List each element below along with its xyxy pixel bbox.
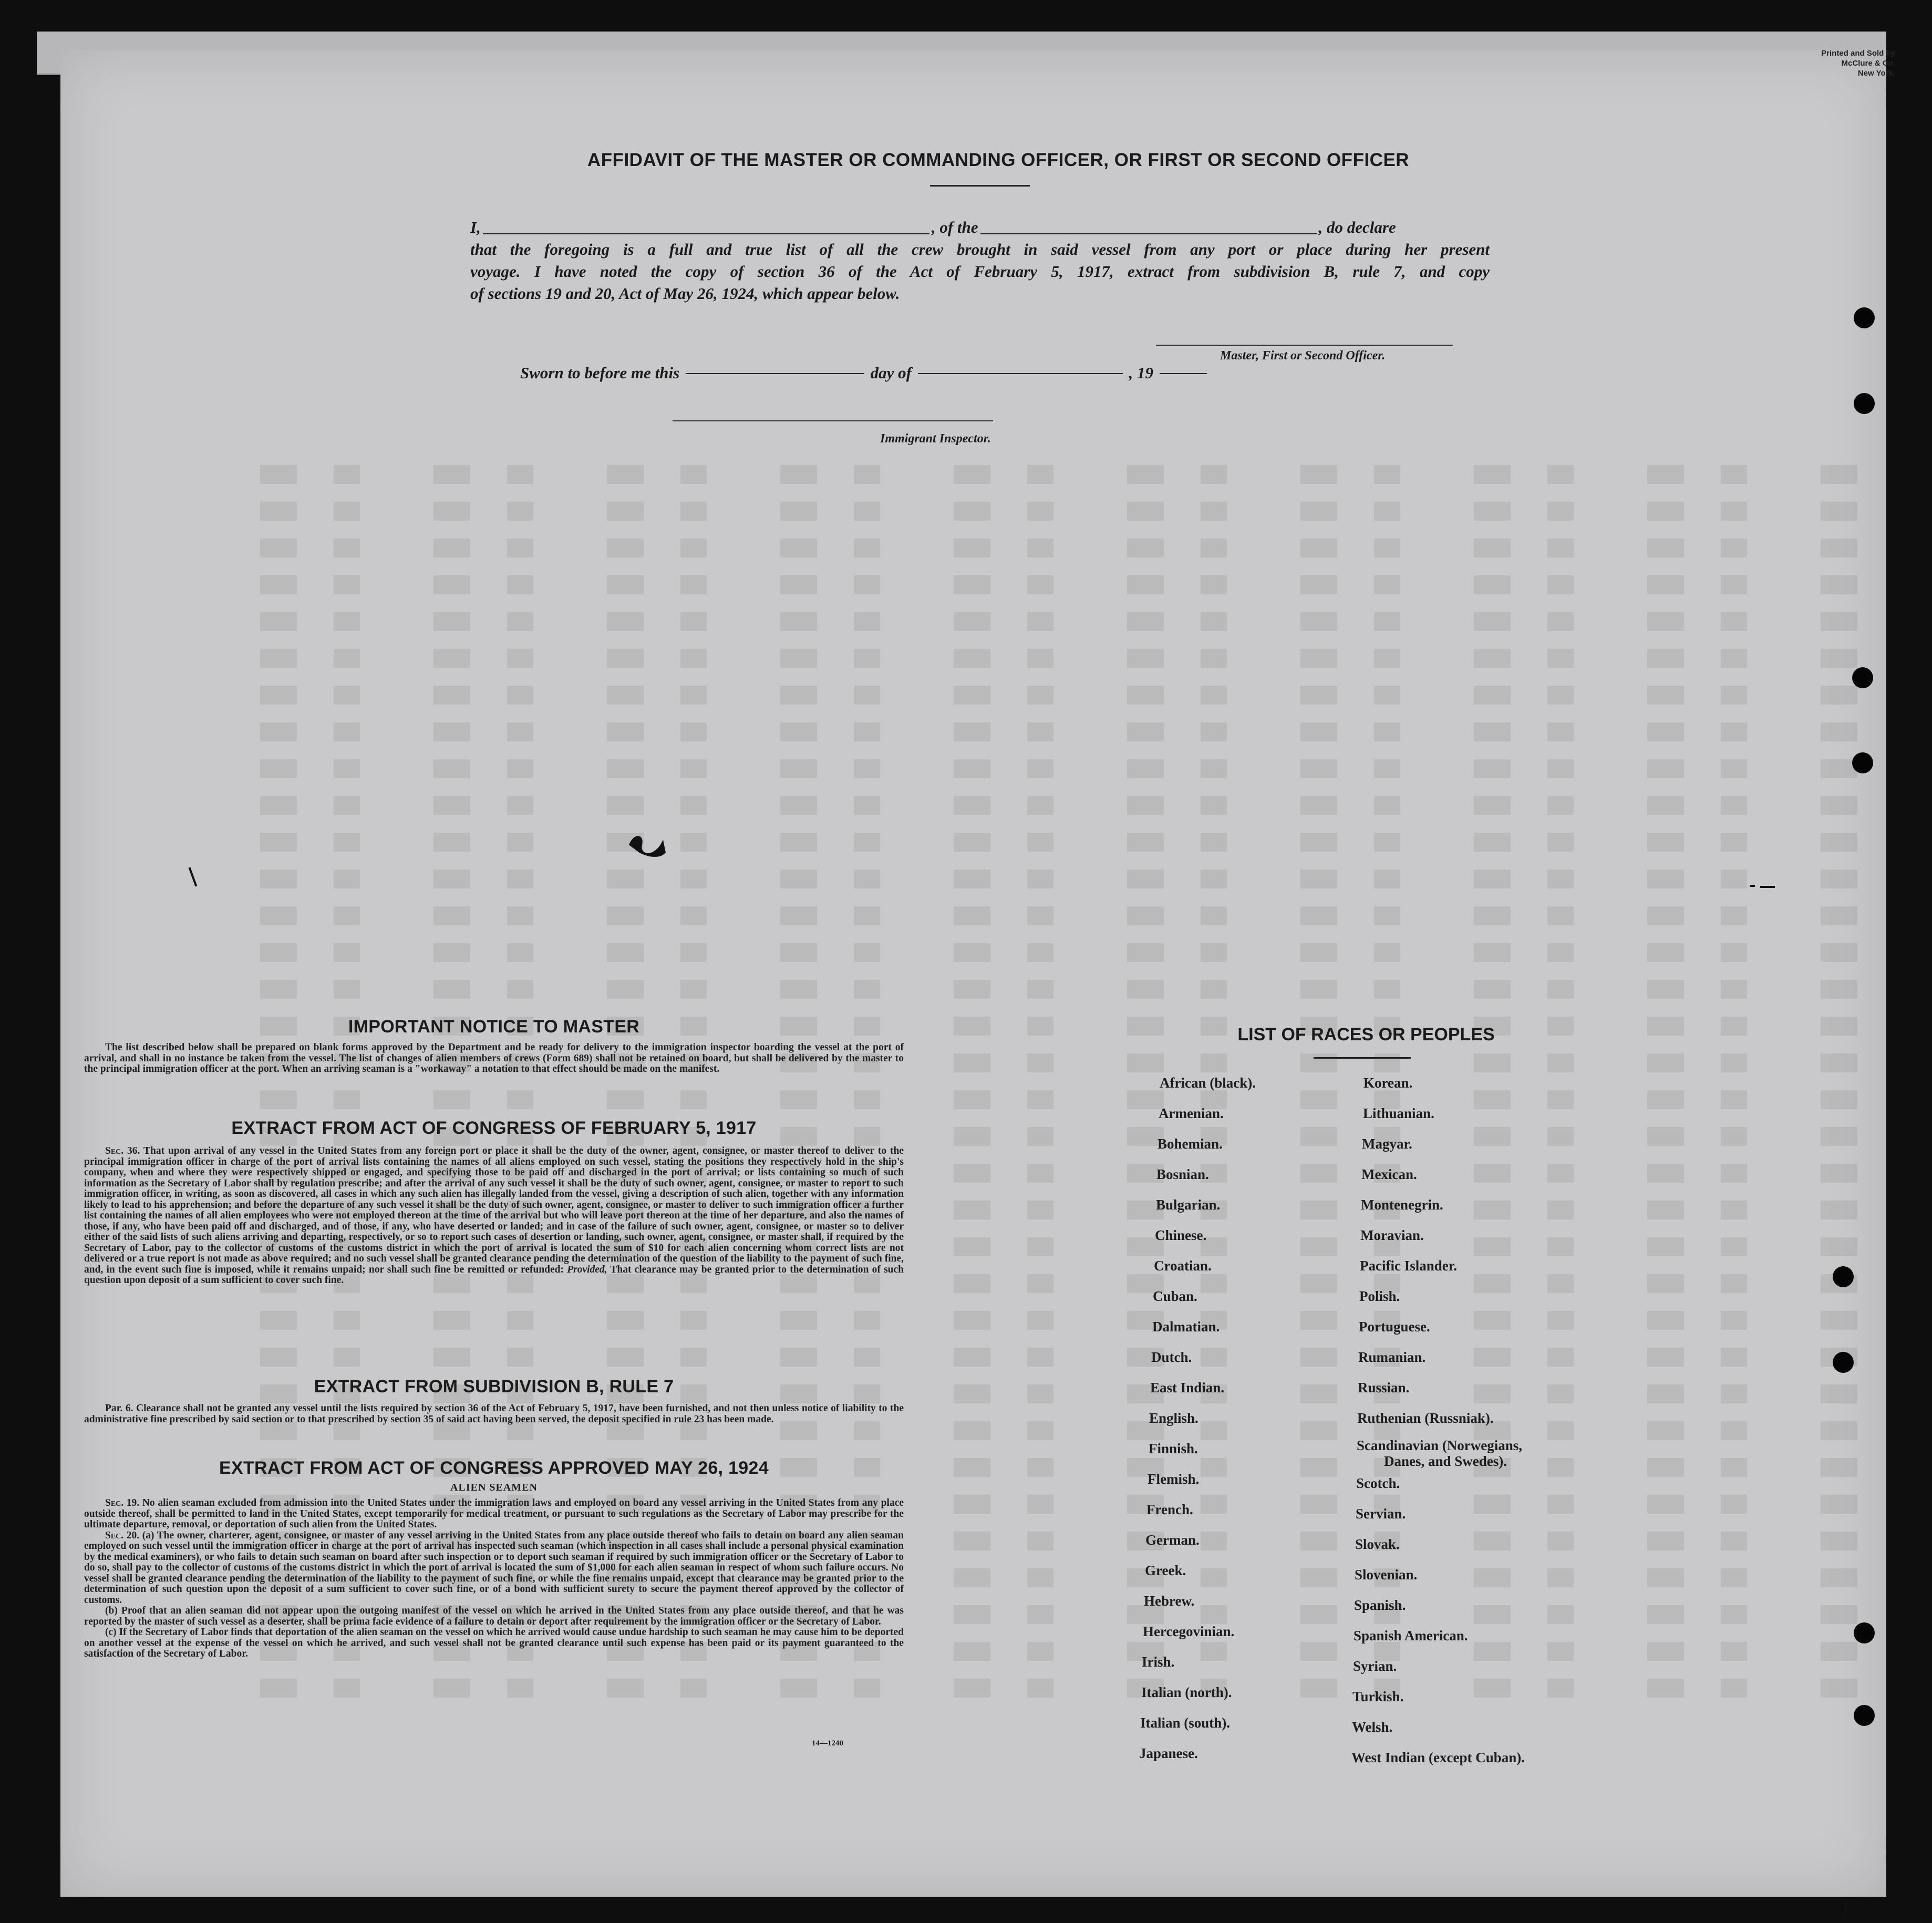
binder-hole [1854, 1705, 1875, 1726]
sec-19-label: Sec. 19. [105, 1497, 140, 1508]
race-item: Croatian. [1154, 1258, 1212, 1274]
sec-20-label: Sec. 20. [105, 1529, 140, 1541]
race-item: Welsh. [1352, 1719, 1393, 1735]
race-item: Italian (north). [1141, 1684, 1232, 1700]
binder-hole [1854, 393, 1875, 414]
extract-rule7-text: Par. 6. Clearance shall not be granted any vessel until the lists required by section 36 of the Act of February 5, 1917, have been furnished, and not then unless notice of liability to the administrative fine prescribed by said section or to that prescribed by section 35 of said act having been served, the deposit specified in rule 23 has been made. [84, 1403, 904, 1425]
sec-20a-text [84, 1531, 904, 1606]
race-item: Portuguese. [1359, 1319, 1430, 1335]
sworn-month-blank[interactable] [918, 373, 1123, 374]
printer-imprint [1790, 48, 1895, 78]
extract-1917-title: EXTRACT FROM ACT OF CONGRESS OF FEBRUARY 5, 1917 [231, 1118, 757, 1138]
race-item: Rumanian. [1358, 1349, 1426, 1365]
race-item: Slovenian. [1355, 1567, 1418, 1583]
affidavit-statement [470, 216, 1490, 305]
affidavit-line-2: that the foregoing is a full and true list of all the crew brought in said vessel from any port or place during her present [470, 240, 1490, 259]
extract-1917-section [84, 1118, 904, 1286]
sworn-year-prefix: , 19 [1129, 364, 1153, 382]
important-notice-text: The list described below shall be prepared on blank forms approved by the Department and be ready for delivery to the immigration inspector boarding the vessel at the port of arrival, and shall in no instance be taken from the vessel. The list of changes of alien members of crews (Form 689) shall not be retained on board, but shall be delivered by the master to the principal immigration officer at the port. When an arriving seaman is a "workaway" a notation to that effect should be made on the manifest. [84, 1042, 904, 1074]
affidavit-line-4: of sections 19 and 20, Act of May 26, 1924, which appear below. [470, 284, 900, 303]
sworn-date-blank[interactable] [686, 373, 864, 374]
sec-36-body: That upon arrival of any vessel in the United States from any foreign port or place it shall be the duty of the owner, agent, consignee, or master thereof to deliver to the principal immigration officer in charge of the port of arrival lists containing the names of all aliens employed on such vessel, stating the positions they respectively hold in the ship's company, when and where they were respectively shipped or engaged, and specifying those to be paid off and discharged in the port of arrival; or lists containing so much of such information as the Secretary of Labor shall by regulation prescribe; and after the arrival of any such vessel it shall be the duty of such owner, agent, consignee, or master to report to such immigration officer, in writing, as soon as discovered, all cases in which any such alien has illegally landed from the vessel, giving a description of such alien, together with any information likely to lead to his apprehension; and before the departure of any such vessel it shall be the duty of such owner, agent, consignee, or master to deliver to such immigration officer a further list containing the names of all alien employees who were not employed thereon at the time of the arrival but who will leave port thereon at the time of her departure, and also the names of those, if any, who have been paid off and discharged, and of those, if any, who have deserted or landed; and in case of the failure of such owner, agent, consignee, or master so to deliver either of the said lists of such aliens arriving and departing, respectively, or so to report such cases of desertion or landing, such owner, agent, consignee, or master shall, if required by the Secretary of Labor, pay to the collector of customs of the customs district in which the port of arrival is located the sum of $10 for each alien concerning whom correct lists are not delivered or a true report is not made as above required; and no such vessel shall be granted clearance pending the determination of the question of the liability to the payment of such fine, and, in the event such fine is imposed, while it remains unpaid; nor shall such fine be remitted or refunded: [84, 1145, 904, 1275]
affidavit-do-declare: , do declare [1318, 218, 1396, 236]
race-item: Ruthenian (Russniak). [1357, 1410, 1494, 1426]
race-item: Finnish. [1149, 1441, 1198, 1456]
race-item: Hercegovinian. [1143, 1624, 1235, 1639]
race-item: Montenegrin. [1361, 1197, 1443, 1213]
extract-rule7-section [84, 1377, 904, 1425]
master-signature-line[interactable] [1156, 345, 1453, 346]
sec-20c-text: (c) If the Secretary of Labor finds that deportation of the alien seaman on the vessel on which he arrived would cause undue hardship to such seaman he may cause him to be deported on another vessel at the expense of the vessel on which he arrived, and such vessel shall not be granted clearance until such expense has been paid or its payment guaranteed to the satisfaction of the Secretary of Labor. [84, 1627, 904, 1659]
extract-1917-text [84, 1146, 904, 1286]
binder-hole [1833, 1352, 1854, 1373]
vessel-name-blank[interactable] [980, 216, 1317, 234]
race-item: Slovak. [1355, 1536, 1400, 1552]
master-name-blank[interactable] [483, 216, 929, 234]
stray-ink-mark [1760, 886, 1775, 888]
race-item: Danes, and Swedes). [1384, 1453, 1507, 1469]
race-item: Bohemian. [1158, 1136, 1223, 1152]
ink-smudge [626, 829, 668, 861]
proviso-text: That clearance may be granted prior to the determination of such question upon deposit of a sum sufficient to cover such fine. [84, 1264, 904, 1286]
sworn-year-blank[interactable] [1160, 373, 1207, 374]
binder-hole [1854, 1622, 1875, 1643]
binder-hole [1833, 1266, 1854, 1287]
race-item: African (black). [1160, 1075, 1256, 1091]
races-title-rule [1314, 1057, 1411, 1059]
race-item: Bosnian. [1156, 1166, 1209, 1182]
race-item: Spanish American. [1354, 1628, 1468, 1643]
race-item: Polish. [1359, 1288, 1400, 1304]
race-item: Servian. [1356, 1506, 1406, 1522]
sworn-day-of: day of [870, 364, 912, 382]
race-item: Mexican. [1361, 1166, 1417, 1182]
race-item: Spanish. [1354, 1597, 1406, 1613]
affidavit-line-1 [470, 216, 1490, 239]
race-item: Syrian. [1353, 1658, 1397, 1674]
race-item: Japanese. [1139, 1745, 1198, 1761]
sec-20b-text: (b) Proof that an alien seaman did not appear upon the outgoing manifest of the vessel on which he arrived in the United States from any place outside thereof, and that he was reported by the master of such vessel as a deserter, shall be prima facie evidence of a failure to detain or deport after requirement by the immigration officer or the Secretary of Labor. [84, 1605, 904, 1627]
sec-19-body: No alien seaman excluded from admission into the United States under the immigration laws and employed on board any vessel arriving in the United States from any place outside thereof, shall be permitted to land in the United States, except temporarily for medical treatment, or pursuant to such regulations as the Secretary of Labor may prescribe for the ultimate departure, removal, or deportation of such alien from the United States. [84, 1497, 904, 1530]
extract-1924-title: EXTRACT FROM ACT OF CONGRESS APPROVED MAY 26, 1924 [219, 1458, 769, 1478]
race-item: Greek. [1145, 1563, 1186, 1578]
race-item: Moravian. [1360, 1227, 1424, 1243]
race-item: Lithuanian. [1363, 1105, 1434, 1121]
race-item: Italian (south). [1140, 1715, 1231, 1731]
race-item: Russian. [1358, 1380, 1410, 1395]
race-item: English. [1149, 1410, 1199, 1426]
race-item: Bulgarian. [1156, 1197, 1221, 1213]
race-item: Dutch. [1151, 1349, 1192, 1365]
sworn-statement [520, 364, 1209, 382]
inspector-signature-line[interactable] [673, 420, 993, 421]
race-item: French. [1146, 1502, 1193, 1517]
race-item: East Indian. [1150, 1380, 1225, 1395]
race-item: Magyar. [1362, 1136, 1412, 1152]
sec-19-text [84, 1498, 904, 1531]
proviso-label: Provided, [567, 1264, 607, 1275]
race-item: German. [1145, 1532, 1200, 1548]
important-notice-title: IMPORTANT NOTICE TO MASTER [348, 1017, 640, 1037]
race-item: Irish. [1142, 1654, 1175, 1670]
form-number: 14—1240 [812, 1739, 843, 1748]
master-signature-label: Master, First or Second Officer. [1220, 349, 1386, 363]
printer-imprint-line-2: New York. [1857, 69, 1895, 78]
affidavit-i: I, [470, 218, 481, 236]
sec-20a-body: (a) The owner, charterer, agent, consignee, or master of any vessel arriving in the United States from any place outside thereof who fails to detain on board any alien seaman employed on such vessel until the immigration officer in charge at the port of arrival has inspected such seaman (which inspection in all cases shall include a personal physical examination by the medical examiners), or who fails to detain such seaman on board after such inspection or to deport such seaman if required by such immigration officer or the Secretary of Labor to do so, shall pay to the collector of customs of the customs district in which the port of arrival is located the sum of $1,000 for each alien seaman in respect of whom such failure occurs. No vessel shall be granted clearance pending the determination of the liability to the payment of such fine, or while the fine remains unpaid, except that clearance may be granted prior to the determination of such question upon the deposit of a sum sufficient to cover such fine, or of a bond with sufficient surety to secure the payment thereof approved by the collector of customs. [84, 1529, 904, 1606]
printer-imprint-line-1: Printed and Sold by McClure & Co. [1821, 49, 1895, 68]
race-item: West Indian (except Cuban). [1351, 1750, 1525, 1765]
binder-hole [1854, 307, 1875, 328]
race-item: Flemish. [1148, 1471, 1200, 1487]
stray-ink-mark [1842, 1902, 1848, 1918]
race-item: Armenian. [1159, 1105, 1224, 1121]
race-item: Turkish. [1352, 1689, 1404, 1704]
important-notice-section [84, 1017, 904, 1075]
race-item: Korean. [1363, 1075, 1413, 1091]
sworn-prefix: Sworn to before me this [520, 364, 680, 382]
binder-hole [1852, 667, 1873, 688]
race-item: Chinese. [1155, 1227, 1207, 1243]
extract-rule7-title: EXTRACT FROM SUBDIVISION B, RULE 7 [314, 1377, 674, 1397]
sec-36-label: Sec. 36. [105, 1145, 140, 1156]
inspector-signature-label: Immigrant Inspector. [880, 432, 991, 446]
affidavit-of-the: , of the [931, 218, 978, 236]
affidavit-line-3: voyage. I have noted the copy of section 36 of the Act of February 5, 1917, extract from subdivision B, rule 7, and copy [470, 262, 1490, 281]
race-item: Cuban. [1153, 1288, 1197, 1304]
races-list-title: LIST OF RACES OR PEOPLES [1237, 1025, 1495, 1045]
alien-seamen-subtitle: ALIEN SEAMEN [450, 1482, 538, 1493]
race-item: Pacific Islander. [1360, 1258, 1457, 1274]
stray-ink-mark [1750, 885, 1755, 887]
race-item: Dalmatian. [1152, 1319, 1220, 1335]
affidavit-title: AFFIDAVIT OF THE MASTER OR COMMANDING OFFICER, OR FIRST OR SECOND OFFICER [587, 150, 1410, 170]
race-item: Scotch. [1356, 1475, 1400, 1491]
affidavit-title-rule [930, 185, 1030, 187]
binder-hole [1852, 752, 1873, 773]
race-item: Hebrew. [1144, 1593, 1195, 1609]
race-item: Scandinavian (Norwegians, [1357, 1438, 1523, 1453]
extract-1924-section [84, 1458, 904, 1660]
